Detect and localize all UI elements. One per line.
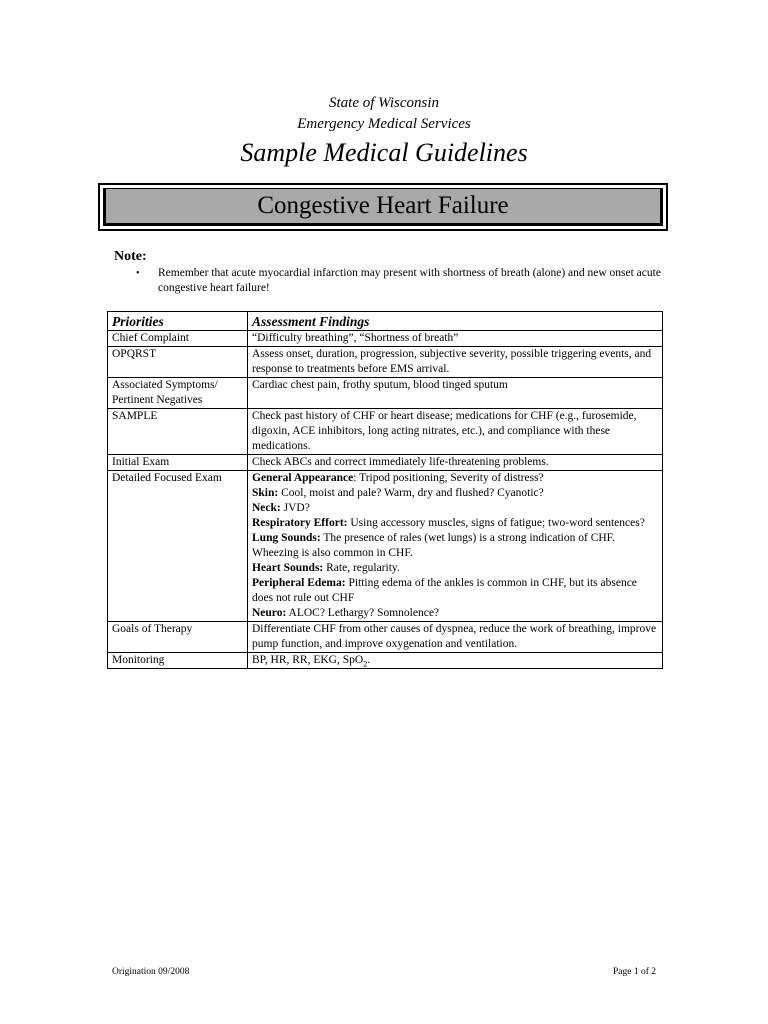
table-row bbox=[108, 409, 663, 455]
priority-cell: OPQRST bbox=[108, 347, 248, 378]
table-row bbox=[108, 653, 663, 669]
finding-cell: Cardiac chest pain, frothy sputum, blood tinged sputum bbox=[248, 378, 663, 409]
finding-cell: “Difficulty breathing”, “Shortness of breath” bbox=[248, 331, 663, 347]
finding-cell: Check ABCs and correct immediately life-threatening problems. bbox=[248, 455, 663, 471]
finding-cell bbox=[248, 471, 663, 622]
bullet-icon: • bbox=[136, 268, 140, 279]
column-header-findings: Assessment Findings bbox=[248, 312, 663, 331]
guideline-title-box bbox=[98, 183, 668, 231]
table-row bbox=[108, 331, 663, 347]
page-number: Page 1 of 2 bbox=[612, 967, 656, 977]
origination-date: Origination 09/2008 bbox=[112, 967, 190, 977]
exam-item-respiratory-effort: Respiratory Effort: Using accessory muscles, signs of fatigue; two-word sentences? bbox=[252, 517, 645, 529]
priority-cell: SAMPLE bbox=[108, 409, 248, 455]
finding-cell: Check past history of CHF or heart disease; medications for CHF (e.g., furosemide, digoxin, ACE inhibitors, long acting nitrates, etc.), and compliance with these medications. bbox=[248, 409, 663, 455]
exam-item-lung-sounds: Lung Sounds: The presence of rales (wet lungs) is a strong indication of CHF. Wheezing is also common in CHF. bbox=[252, 532, 616, 559]
note-list bbox=[136, 266, 661, 296]
finding-cell: Assess onset, duration, progression, subjective severity, possible triggering events, and response to treatments before EMS arrival. bbox=[248, 347, 663, 378]
finding-cell: BP, HR, RR, EKG, SpO$_2$. bbox=[248, 653, 663, 669]
table-header-row bbox=[108, 312, 663, 331]
column-header-priorities: Priorities bbox=[108, 312, 248, 331]
finding-cell: Differentiate CHF from other causes of dyspnea, reduce the work of breathing, improve pump function, and improve oxygenation and ventilation. bbox=[248, 622, 663, 653]
exam-item-peripheral-edema: Peripheral Edema: Pitting edema of the ankles is common in CHF, but its absence does not rule out CHF bbox=[252, 577, 637, 604]
table-row bbox=[108, 622, 663, 653]
header-state: State of Wisconsin bbox=[329, 95, 439, 111]
table-row bbox=[108, 471, 663, 622]
assessment-table bbox=[107, 311, 663, 669]
exam-item-heart-sounds: Heart Sounds: Rate, regularity. bbox=[252, 562, 400, 574]
priority-cell: Detailed Focused Exam bbox=[108, 471, 248, 622]
priority-cell: Goals of Therapy bbox=[108, 622, 248, 653]
exam-item-skin: Skin: Cool, moist and pale? Warm, dry and flushed? Cyanotic? bbox=[252, 487, 544, 499]
exam-item-neck: Neck: JVD? bbox=[252, 502, 310, 514]
priority-cell: Initial Exam bbox=[108, 455, 248, 471]
priority-cell: Monitoring bbox=[108, 653, 248, 669]
table-row bbox=[108, 347, 663, 378]
table-row bbox=[108, 378, 663, 409]
note-item: Remember that acute myocardial infarction may present with shortness of breath (alone) and new onset acute congestive heart failure! bbox=[158, 267, 661, 294]
exam-item-general-appearance: General Appearance: Tripod positioning, Severity of distress? bbox=[252, 472, 544, 484]
priority-cell: Chief Complaint bbox=[108, 331, 248, 347]
document-title: Sample Medical Guidelines bbox=[240, 138, 528, 167]
priority-cell: Associated Symptoms/ Pertinent Negatives bbox=[108, 378, 248, 409]
note-label: Note: bbox=[114, 249, 147, 264]
guideline-title: Congestive Heart Failure bbox=[103, 188, 663, 226]
exam-item-neuro: Neuro: ALOC? Lethargy? Somnolence? bbox=[252, 607, 440, 619]
table-row bbox=[108, 455, 663, 471]
header-agency: Emergency Medical Services bbox=[297, 116, 471, 132]
